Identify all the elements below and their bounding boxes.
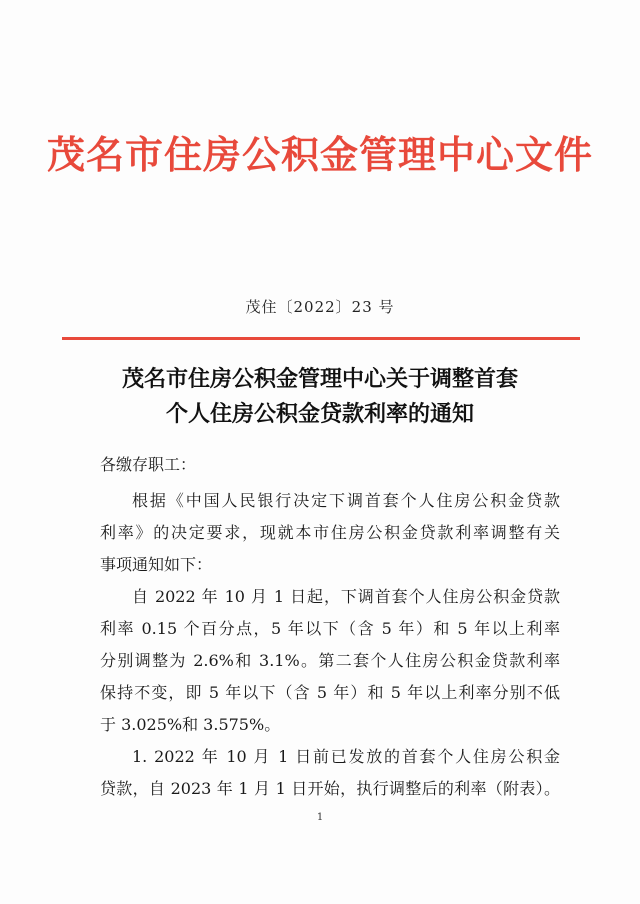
- paragraph-2-line-4: 保持不变，即 5 年以下（含 5 年）和 5 年以上利率分别不低: [100, 683, 560, 702]
- document-number: 茂住〔2022〕23 号: [245, 298, 395, 316]
- paragraph-2-line-5: 于 3.025%和 3.575%。: [100, 715, 281, 734]
- paragraph-2-line-1: 自 2022 年 10 月 1 日起，下调首套个人住房公积金贷款: [132, 587, 560, 606]
- paragraph-1-line-3: 事项通知如下：: [100, 555, 213, 574]
- paragraph-1-line-2: 利率》的决定要求，现就本市住房公积金贷款利率调整有关: [100, 523, 560, 542]
- paragraph-3-line-1: 1. 2022 年 10 月 1 日前已发放的首套个人住房公积金: [132, 747, 560, 766]
- page-number: 1: [316, 812, 324, 823]
- notice-title-line-2: 个人住房公积金贷款利率的通知: [165, 402, 474, 427]
- paragraph-2-line-2: 利率 0.15 个百分点，5 年以下（含 5 年）和 5 年以上利率: [100, 619, 560, 638]
- red-divider-line: [62, 337, 580, 340]
- notice-title-line-1: 茂名市住房公积金管理中心关于调整首套: [121, 367, 518, 392]
- paragraph-3-line-2: 贷款，自 2023 年 1 月 1 日开始，执行调整后的利率（附表）。: [100, 779, 560, 798]
- paragraph-1-line-1: 根据《中国人民银行决定下调首套个人住房公积金贷款: [132, 491, 560, 510]
- salutation: 各缴存职工：: [100, 455, 197, 474]
- document-masthead: 茂名市住房公积金管理中心文件: [46, 133, 593, 177]
- paragraph-2-line-3: 分别调整为 2.6%和 3.1%。第二套个人住房公积金贷款利率: [100, 651, 560, 670]
